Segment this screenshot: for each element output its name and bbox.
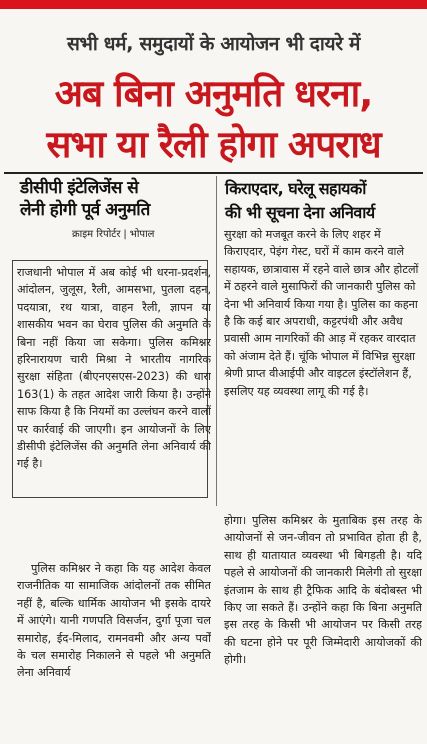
right-continued-paragraph: होगा। पुलिस कमिश्नर के मुताबिक इस तरह के आयोजनों से जन-जीवन तो प्रभावित होता ही है, साथ ही यातायात व्यवस्था भी बिगड़ती है। यदि पहले से आयोजनों की जानकारी मिलेगी तो सुरक्षा इंतजाम के साथ ही ट्रैफिक आदि के बंदोबस्त भी किए जा सकते हैं। उन्होंने कहा कि बिना अनुमति इस तरह के किसी भी आयोजन पर किसी तरह की घटना होने पर पूरी जिम्मेदारी आयोजकों की होगी। [224, 514, 422, 667]
left-subheadline-line-1: डीसीपी इंटेलिजेंस से [20, 178, 139, 198]
kicker-line: सभी धर्म, समुदायों के आयोजन भी दायरे में [66, 33, 361, 55]
byline-name: क्राइम रिपोर्टर [72, 229, 121, 240]
right-subheadline-line-2: की भी सूचना देना अनिवार्य [225, 203, 375, 222]
headline-divider [4, 172, 423, 174]
left-subheadline [20, 177, 210, 221]
right-subheadline-line-1: किराएदार, घरेलू सहायकों [225, 179, 366, 198]
main-headline [6, 68, 421, 170]
right-subheadline [225, 177, 423, 225]
right-paragraph: सुरक्षा को मजबूत करने के लिए शहर में किराएदार, पेइंग गेस्ट, घरों में काम करने वाले सहायक, छात्रावास में रहने वाले छात्र और होटलों में ठहरने वाले मुसाफिरों की जानकारी पुलिस को देना भी अनिवार्य किया गया है। पुलिस का कहना है कि कई बार अपराधी, कट्टरपंथी और अवैध प्रवासी आम नागरिकों की आड़ में रहकर वारदात को अंजाम देते हैं। चूंकि भोपाल में विभिन्न सुरक्षा श्रेणी प्राप्त वीआईपी और वाइटल इंस्टॉलेशन हैं, इसलिए यह व्यवस्था लागू की गई है। [224, 228, 419, 398]
byline-place: भोपाल [129, 229, 155, 240]
left-subheadline-line-2: लेनी होगी पूर्व अनुमति [20, 200, 150, 220]
column-divider [216, 176, 217, 506]
top-accent-bar [0, 0, 427, 9]
headline-line-2: सभा या रैली होगा अपराध [46, 123, 381, 166]
headline-line-1: अब बिना अनुमति धरना, [54, 72, 373, 115]
byline: क्राइम रिपोर्टर | भोपाल [72, 229, 155, 240]
lead-paragraph: राजधानी भोपाल में अब कोई भी धरना-प्रदर्शन, आंदोलन, जुलूस, रैली, आमसभा, पुतला दहन, पदयात्रा, रथ यात्रा, वाहन रैली, ज्ञापन या शासकीय भवन का घेराव पुलिस की अनुमति के बिना नहीं किया जा सकेगा। पुलिस कमिश्नर हरिनारायण चारी मिश्रा ने भारतीय नागरिक सुरक्षा संहिता (बीएनएसएस-2023) की धारा 163(1) के तहत आदेश जारी किया है। उन्होंने साफ किया है कि नियमों का उल्लंघन करने वालों पर कार्रवाई की जाएगी। इन आयोजनों के लिए डीसीपी इंटेलिजेंस की अनुमति लेना अनिवार्य की गई है। [17, 266, 211, 471]
left-continued-paragraph: पुलिस कमिश्नर ने कहा कि यह आदेश केवल राजनीतिक या सामाजिक आंदोलनों तक सीमित नहीं है, बल्कि धार्मिक आयोजन भी इसके दायरे में आएंगे। यानी गणपति विसर्जन, दुर्गा पूजा चल समारोह, ईद-मिलाद, रामनवमी और अन्य पर्वों के चल समारोह निकालने से पहले भी अनुमति लेना अनिवार्य [17, 562, 211, 680]
